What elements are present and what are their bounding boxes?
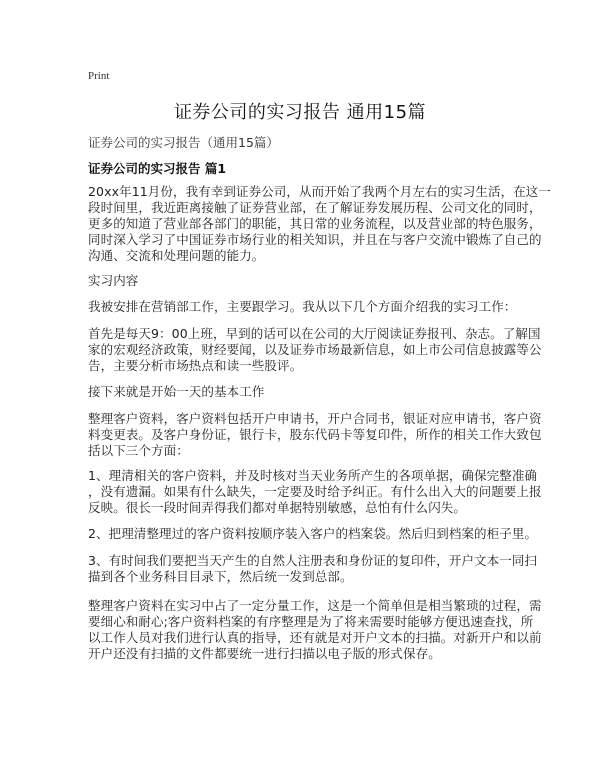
text-line: 实习内容 xyxy=(88,273,139,288)
text-line: 首先是每天9：00上班，早到的话可以在公司的大厅阅读证券报刊、杂志。了解国 xyxy=(88,326,541,341)
text-line: 括以下三个方面： xyxy=(88,443,189,458)
paragraph-intro xyxy=(88,184,552,264)
section-heading: 证券公司的实习报告 篇1 xyxy=(88,161,227,176)
paragraph-daily-work-heading xyxy=(88,384,520,400)
paragraph-assignment xyxy=(88,299,520,315)
text-line: 料变更表。及客户身份证，银行卡，股东代码卡等复印件，所作的相关工作大致包 xyxy=(88,427,542,442)
text-line: 1、理清相关的客户资料，并及时核对当天业务所产生的各项单据，确保完整准确 xyxy=(88,468,538,483)
text-line: 要细心和耐心;客户资料档案的有序整理是为了将来需要时能够方便迅速查找，所 xyxy=(88,614,534,629)
text-line: 开户还没有扫描的文件都要统一进行扫描以电子版的形式保存。 xyxy=(88,646,441,661)
text-line: 3、有时间我们要把当天产生的自然人注册表和身份证的复印件，开户文本一同扫 xyxy=(88,553,538,568)
text-line: 同时深入学习了中国证券市场行业的相关知识，并且在与客户交流中锻炼了自己的 xyxy=(88,232,542,247)
paragraph-internship-content-heading xyxy=(88,273,520,289)
paragraph-item-3 xyxy=(88,553,538,585)
paragraph-item-1 xyxy=(88,468,542,516)
print-label[interactable]: Print xyxy=(88,70,110,82)
text-line: ，没有遗漏。如果有什么缺失，一定要及时给予纠正。有什么出入大的问题要上报 xyxy=(88,484,542,499)
paragraph-item-2 xyxy=(88,526,538,542)
text-line: 段时间里，我近距离接触了证券营业部，在了解证券发展历程、公司文化的同时， xyxy=(88,200,542,215)
text-line: 接下来就是开始一天的基本工作 xyxy=(88,384,265,399)
text-line: 告，主要分析市场热点和读一些股评。 xyxy=(88,358,303,373)
text-line: 描到各个业务科目目录下，然后统一发到总部。 xyxy=(88,569,353,584)
paragraph-client-files xyxy=(88,411,542,459)
document-title: 证券公司的实习报告 通用15篇 xyxy=(173,102,427,123)
text-line: 整理客户资料，客户资料包括开户申请书，开户合同书，银证对应申请书，客户资 xyxy=(88,411,542,426)
text-line: 20xx年11月份，我有幸到证券公司，从而开始了我两个月左右的实习生活，在这一 xyxy=(88,184,552,199)
document-subtitle: 证券公司的实习报告（通用15篇） xyxy=(88,135,279,150)
text-line: 整理客户资料在实习中占了一定分量工作，这是一个简单但是相当繁琐的过程，需 xyxy=(88,598,542,613)
text-line: 反映。很长一段时间弄得我们都对单据特别敏感，总怕有什么闪失。 xyxy=(88,500,467,515)
paragraph-morning-routine xyxy=(88,326,542,374)
text-line: 家的宏观经济政策，财经要闻，以及证券市场最新信息，如上市公司信息披露等公 xyxy=(88,342,542,357)
text-line: 我被安排在营销部工作，主要跟学习。我从以下几个方面介绍我的实习工作： xyxy=(88,299,517,314)
text-line: 沟通、交流和处理问题的能力。 xyxy=(88,248,265,263)
text-line: 以工作人员对我们进行认真的指导，还有就是对开户文本的扫描。对新开户和以前 xyxy=(88,630,542,645)
paragraph-summary xyxy=(88,598,542,662)
text-line: 2、把理清整理过的客户资料按顺序装入客户的档案袋。然后归到档案的柜子里。 xyxy=(88,526,538,541)
text-line: 更多的知道了营业部各部门的职能，其日常的业务流程，以及营业部的特色服务， xyxy=(88,216,542,231)
